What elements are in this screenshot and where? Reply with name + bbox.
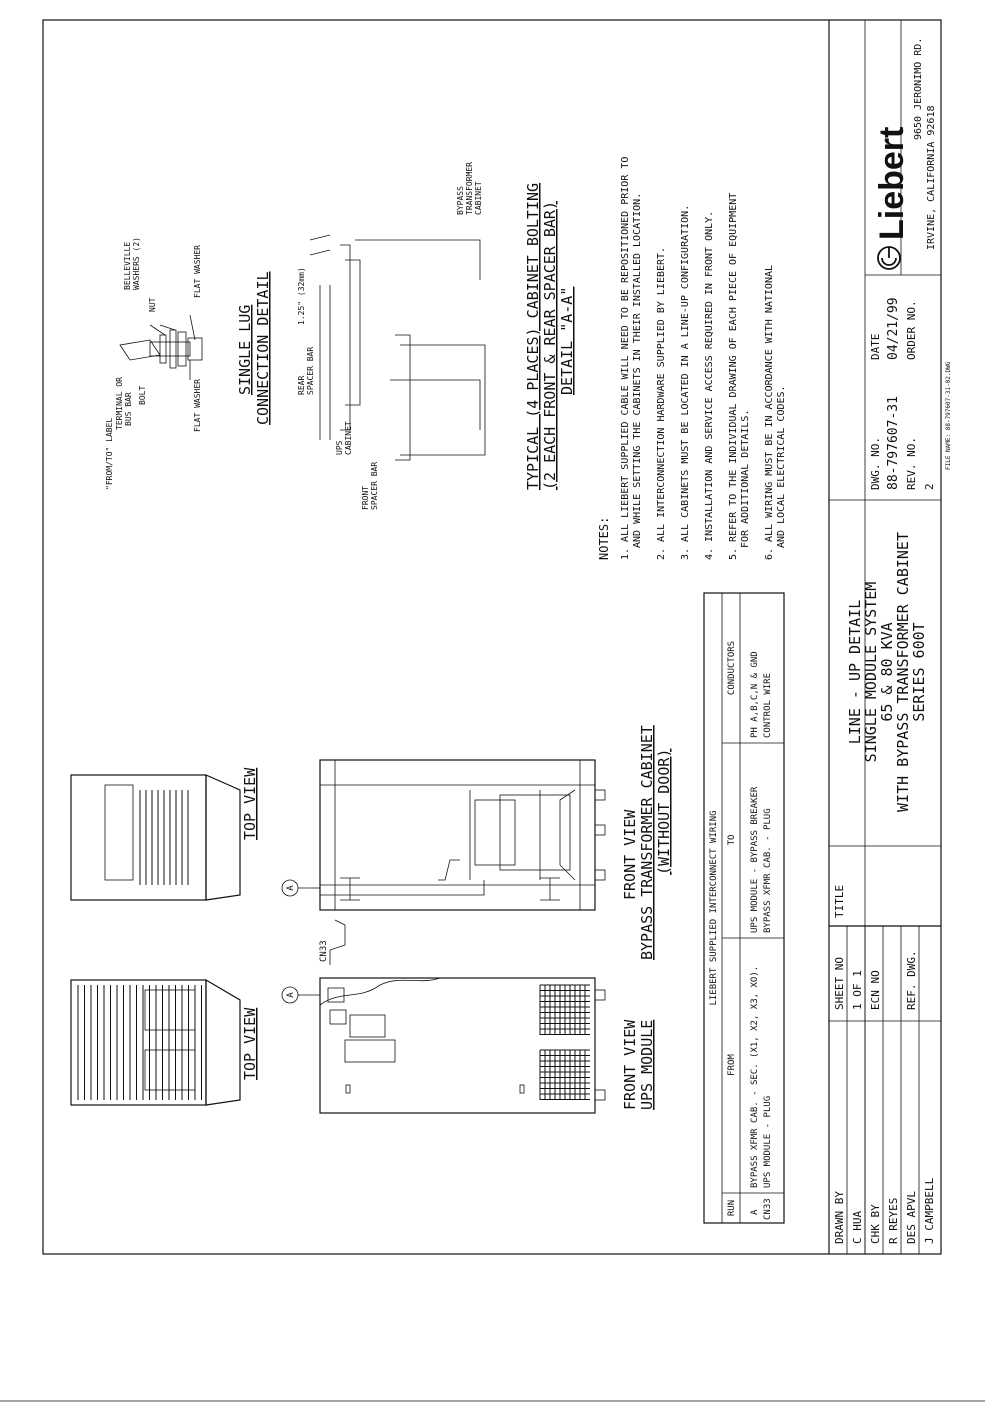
bolting-label-rear: REAR xyxy=(297,375,306,395)
ecn-no-label: ECN NO xyxy=(869,970,882,1010)
lug-detail-title: SINGLE LUG xyxy=(236,304,254,395)
dwg-no-label: DWG. NO. xyxy=(869,437,882,490)
lug-label-from-to: "FROM/TO" LABEL xyxy=(105,417,114,490)
note-line: 2. ALL INTERCONNECTION HARDWARE SUPPLIED BY LIEBERT. xyxy=(656,246,667,560)
wiring-row2-conductors: CONTROL WIRE xyxy=(763,672,773,738)
title-label: TITLE xyxy=(833,884,846,918)
note-line: 1. ALL LIEBERT SUPPLIED CABLE WILL NEED TO BE REPOSITIONED PRIOR TO xyxy=(620,156,631,560)
top-view-bypass xyxy=(71,767,259,900)
bolting-label-ups: UPS xyxy=(335,440,344,455)
date-label: DATE xyxy=(869,333,882,360)
wiring-row1-conductors: PH A,B,C,N & GND xyxy=(750,651,760,738)
drawing-border xyxy=(43,20,941,1254)
front-view-bypass-cabinet xyxy=(320,725,673,960)
bolting-label-front: FRONT xyxy=(361,485,370,510)
note-line: FOR ADDITIONAL DETAILS. xyxy=(740,409,751,548)
marker-a-2: A xyxy=(286,885,296,891)
front-view-ups-label-2: UPS MODULE xyxy=(638,1019,656,1110)
marker-a-1: A xyxy=(286,992,296,998)
file-name: FILE NAME: 88-797607-31-02.DWG xyxy=(945,361,952,470)
lug-label-flat-washer-2: FLAT WASHER xyxy=(193,379,202,432)
cn33-label: CN33 xyxy=(319,940,329,962)
note-line: 3. ALL CABINETS MUST BE LOCATED IN A LINE-UP CONFIGURATION. xyxy=(680,204,691,560)
wiring-header-from: FROM xyxy=(727,1054,737,1076)
drawn-by-value: C HUA xyxy=(851,1210,864,1244)
ref-dwg-label: REF. DWG. xyxy=(905,950,918,1010)
lug-label-bus-bar: BUS BAR xyxy=(124,392,133,426)
wiring-row2-to: BYPASS XFMR CAB. - PLUG xyxy=(763,808,773,933)
order-no-label: ORDER NO. xyxy=(905,300,918,360)
bolting-label-front-spacer: SPACER BAR xyxy=(370,461,379,510)
front-view-bypass-label-3: (WITHOUT DOOR) xyxy=(655,748,673,875)
wiring-header-conductors: CONDUCTORS xyxy=(727,640,737,696)
title-block-text xyxy=(833,297,952,1244)
lug-label-belleville: BELLEVILLE xyxy=(123,241,132,290)
notes-heading: NOTES: xyxy=(597,516,611,560)
front-view-bypass-label-1: FRONT VIEW xyxy=(621,809,639,900)
front-view-bypass-label-2: BYPASS TRANSFORMER CABINET xyxy=(638,725,656,960)
title-line-5: SERIES 600T xyxy=(910,622,928,722)
interconnect-wiring-table xyxy=(704,593,784,1223)
wiring-row1-to: UPS MODULE - BYPASS BREAKER xyxy=(750,786,760,933)
bolting-label-bypass: BYPASS xyxy=(456,186,465,215)
des-apvl-label: DES APVL xyxy=(905,1191,918,1244)
bolting-label-ups-cabinet: CABINET xyxy=(344,421,353,455)
title-line-3: 65 & 80 KVA xyxy=(878,622,896,722)
lug-label-bolt: BOLT xyxy=(138,385,147,405)
chk-by-label: CHK BY xyxy=(869,1204,882,1244)
lug-label-nut: NUT xyxy=(148,297,157,312)
top-view-2-label: TOP VIEW xyxy=(241,767,259,840)
front-view-ups-module xyxy=(320,978,656,1113)
lug-label-flat-washer-1: FLAT WASHER xyxy=(193,245,202,298)
bolting-label-bypass-cabinet: CABINET xyxy=(474,181,483,215)
wiring-row2-from: UPS MODULE - PLUG xyxy=(763,1095,773,1188)
rev-no-label: REV. NO. xyxy=(905,437,918,490)
bolting-label-rear-spacer: SPACER BAR xyxy=(306,346,315,395)
lug-label-terminal: TERMINAL OR xyxy=(115,377,124,430)
wiring-row1-run: A xyxy=(750,1209,760,1215)
note-line: AND LOCAL ELECTRICAL CODES. xyxy=(776,385,787,548)
bolting-label-dimension: 1.25" (32mm) xyxy=(297,267,306,325)
chk-by-value: R REYES xyxy=(887,1197,900,1244)
wiring-header-to: TO xyxy=(727,834,737,846)
title-line-4: WITH BYPASS TRANSFORMER CABINET xyxy=(894,532,912,812)
wiring-table-title: LIEBERT SUPPLIED INTERCONNECT WIRING xyxy=(709,810,719,1006)
bolting-detail-subtitle: (2 EACH FRONT & REAR SPACER BAR) xyxy=(541,201,559,490)
lug-detail-subtitle: CONNECTION DETAIL xyxy=(254,271,272,425)
note-line: 4. INSTALLATION AND SERVICE ACCESS REQUIRED IN FRONT ONLY. xyxy=(704,210,715,560)
date-value: 04/21/99 xyxy=(886,297,901,360)
wiring-header-run: RUN xyxy=(727,1199,737,1217)
sheet-no-label: SHEET NO xyxy=(833,957,846,1010)
bolting-detail-title: TYPICAL (4 PLACES) CABINET BOLTING xyxy=(524,182,542,490)
note-line: AND WHILE SETTING THE CABINETS IN THEIR INSTALLED LOCATION. xyxy=(632,192,643,548)
company-address-2: IRVINE, CALIFORNIA 92618 xyxy=(926,105,937,250)
dwg-no-value: 88-797607-31 xyxy=(886,396,901,490)
company-address-1: 9650 JERONIMO RD. xyxy=(913,37,924,140)
note-line: 5. REFER TO THE INDIVIDUAL DRAWING OF EACH PIECE OF EQUIPMENT xyxy=(728,192,739,560)
top-view-ups xyxy=(71,980,259,1105)
sheet-no-value: 1 OF 1 xyxy=(851,970,864,1010)
company-name: Liebert xyxy=(873,126,911,240)
cabinet-bolting-detail xyxy=(297,162,576,510)
front-view-ups-label-1: FRONT VIEW xyxy=(621,1019,639,1110)
single-lug-connection-detail xyxy=(105,237,272,490)
liebert-logo xyxy=(873,38,937,269)
rev-no-value: 2 xyxy=(923,483,936,490)
note-line: 6. ALL WIRING MUST BE IN ACCORDANCE WITH NATIONAL xyxy=(764,264,775,560)
lug-label-washers: WASHERS (2) xyxy=(132,237,141,290)
title-line-2: SINGLE MODULE SYSTEM xyxy=(862,581,880,763)
drawn-by-label: DRAWN BY xyxy=(833,1191,846,1244)
interconnect-wiring-lines xyxy=(282,878,560,1003)
wiring-row2-run: CN33 xyxy=(763,1198,773,1220)
bolting-detail-name: DETAIL "A-A" xyxy=(558,286,576,395)
notes xyxy=(597,157,787,560)
wiring-row1-from: BYPASS XFMR CAB. - SEC. (X1, X2, X3, XO). xyxy=(750,965,760,1188)
top-view-1-label: TOP VIEW xyxy=(241,1007,259,1080)
title-line-1: LINE - UP DETAIL xyxy=(846,599,864,745)
des-apvl-value: J CAMPBELL xyxy=(923,1177,936,1244)
bolting-label-transformer: TRANSFORMER xyxy=(465,162,474,215)
